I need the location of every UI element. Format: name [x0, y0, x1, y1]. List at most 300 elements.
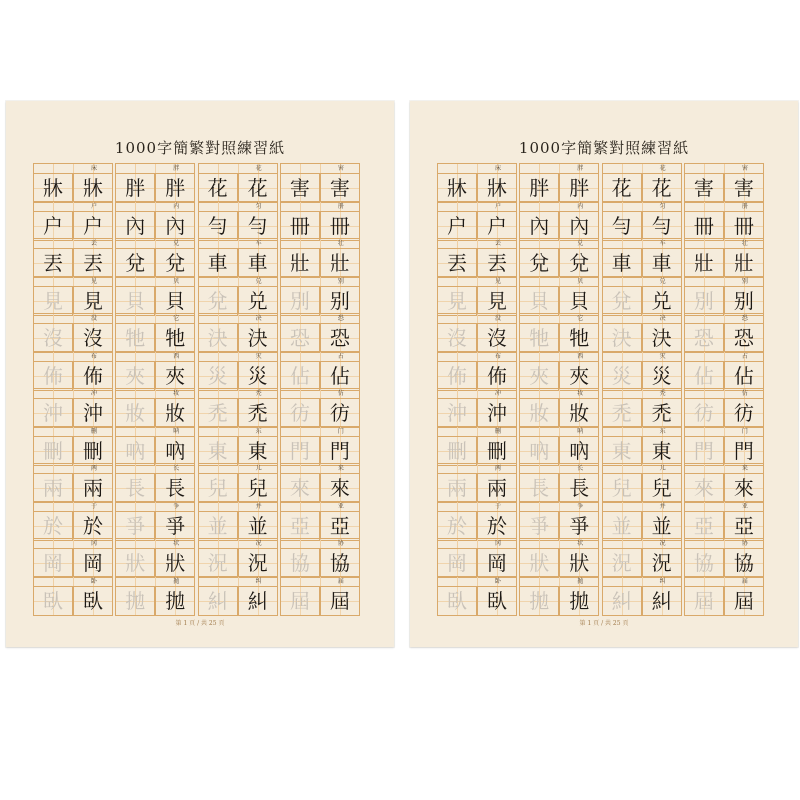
trace-box: [33, 361, 73, 391]
trace-box: [602, 361, 642, 391]
trace-character: 災: [207, 363, 228, 388]
character-pair: [684, 351, 764, 391]
character-pair: [519, 163, 599, 203]
trace-character: 門: [289, 438, 310, 463]
trace-box: [115, 586, 155, 616]
character-pair: [115, 501, 195, 541]
simplified-label: 纠: [659, 577, 666, 585]
model-box: [320, 511, 360, 541]
model-box: [320, 473, 360, 503]
character-pair: [437, 276, 517, 316]
trace-box: [602, 436, 642, 466]
simplified-label: 见: [90, 277, 97, 285]
simplified-label: 别: [741, 277, 748, 285]
trace-character: 東: [207, 438, 228, 463]
character-pair: [519, 426, 599, 466]
model-box: [155, 586, 195, 616]
practice-row: [33, 351, 360, 391]
practice-sheet-right: [410, 101, 798, 647]
simplified-label: 兑: [255, 277, 262, 285]
simplified-label: 见: [494, 277, 501, 285]
model-box: [642, 323, 682, 353]
trace-box: [115, 248, 155, 278]
character-pair: [280, 238, 360, 278]
trace-box: [198, 286, 238, 316]
trace-character: 兩: [43, 476, 63, 500]
simplified-label: 胖: [173, 165, 180, 172]
trace-box: [519, 361, 559, 391]
trace-box: [602, 511, 642, 541]
simplified-label: 儿: [255, 465, 262, 472]
character-pair: [280, 463, 360, 503]
traditional-character: 沖: [83, 401, 103, 425]
model-box: [155, 173, 195, 203]
simplified-label: 匀: [659, 202, 666, 210]
model-box: [73, 586, 113, 616]
character-pair: [115, 426, 195, 466]
trace-box: [519, 248, 559, 278]
simplified-label: 仿: [741, 390, 748, 397]
simplified-label: 壮: [741, 240, 748, 247]
trace-box: [437, 398, 477, 428]
trace-box: [198, 511, 238, 541]
traditional-character: 吶: [165, 438, 186, 463]
traditional-character: 花: [651, 176, 672, 200]
model-box: [73, 398, 113, 428]
traditional-character: 禿: [247, 401, 268, 425]
trace-box: [684, 323, 724, 353]
model-box: [642, 173, 682, 203]
traditional-character: 佈: [487, 363, 507, 388]
model-box: [73, 436, 113, 466]
traditional-character: 沒: [487, 326, 507, 350]
trace-character: 禿: [207, 401, 228, 425]
simplified-label: 亚: [741, 502, 748, 510]
character-pair: [33, 201, 113, 241]
trace-character: 牠: [529, 326, 550, 350]
trace-box: [33, 248, 73, 278]
model-box: [477, 398, 517, 428]
trace-character: 並: [207, 513, 228, 538]
practice-row: [437, 276, 764, 316]
trace-character: 見: [447, 288, 467, 313]
character-pair: [684, 276, 764, 316]
trace-character: 妝: [125, 401, 146, 425]
trace-box: [684, 511, 724, 541]
simplified-label: 车: [659, 240, 666, 247]
model-box: [724, 473, 764, 503]
character-pair: [684, 426, 764, 466]
traditional-character: 見: [83, 288, 103, 313]
simplified-label: 秃: [659, 390, 666, 397]
traditional-character: 冊: [733, 213, 754, 238]
simplified-label: 床: [494, 165, 501, 172]
traditional-character: 壯: [733, 251, 754, 275]
practice-row: [33, 163, 360, 203]
trace-character: 東: [611, 438, 632, 463]
character-pair: [280, 576, 360, 616]
trace-box: [198, 248, 238, 278]
traditional-character: 户: [83, 213, 103, 238]
simplified-label: 匀: [255, 202, 262, 210]
simplified-label: 争: [173, 502, 180, 510]
character-pair: [437, 238, 517, 278]
traditional-character: 牀: [487, 176, 507, 200]
practice-row: [437, 313, 764, 353]
traditional-character: 沖: [487, 401, 507, 425]
model-box: [724, 173, 764, 203]
character-pair: [437, 463, 517, 503]
trace-character: 壯: [693, 251, 714, 275]
trace-character: 吶: [125, 438, 146, 463]
simplified-label: 兑: [659, 277, 666, 285]
character-pair: [602, 163, 682, 203]
model-box: [155, 361, 195, 391]
model-box: [320, 436, 360, 466]
traditional-character: 胖: [569, 176, 590, 200]
practice-row: [437, 238, 764, 278]
character-pair: [519, 501, 599, 541]
trace-box: [437, 211, 477, 241]
traditional-character: 刪: [487, 438, 507, 463]
model-box: [642, 511, 682, 541]
practice-row: [437, 538, 764, 578]
practice-row: [33, 276, 360, 316]
model-box: [477, 286, 517, 316]
model-box: [559, 586, 599, 616]
simplified-label: 没: [90, 315, 97, 322]
character-pair: [684, 538, 764, 578]
trace-character: 決: [611, 326, 632, 350]
character-pair: [519, 201, 599, 241]
simplified-label: 没: [494, 315, 501, 322]
traditional-character: 亞: [329, 513, 350, 538]
simplified-label: 害: [337, 165, 344, 172]
traditional-character: 爭: [165, 513, 186, 538]
simplified-label: 胖: [577, 165, 584, 172]
trace-character: 屆: [289, 588, 310, 613]
model-box: [559, 286, 599, 316]
simplified-label: 于: [494, 502, 501, 510]
traditional-character: 災: [651, 363, 672, 388]
model-box: [477, 323, 517, 353]
simplified-label: 妆: [577, 390, 584, 397]
traditional-character: 禿: [651, 401, 672, 425]
simplified-label: 并: [659, 502, 666, 510]
character-pair: [280, 388, 360, 428]
trace-character: 亞: [693, 513, 714, 538]
character-pair: [519, 463, 599, 503]
model-box: [73, 286, 113, 316]
trace-character: 糾: [207, 588, 228, 613]
traditional-character: 東: [247, 438, 268, 463]
trace-box: [684, 473, 724, 503]
character-pair: [33, 238, 113, 278]
traditional-character: 别: [329, 288, 350, 313]
traditional-character: 丟: [83, 251, 103, 275]
character-pair: [198, 388, 278, 428]
simplified-label: 户: [90, 202, 97, 210]
character-pair: [519, 276, 599, 316]
character-pair: [198, 538, 278, 578]
traditional-character: 貝: [165, 288, 186, 313]
character-pair: [602, 351, 682, 391]
trace-character: 佔: [693, 363, 714, 388]
trace-character: 於: [43, 513, 63, 538]
traditional-character: 來: [733, 476, 754, 500]
trace-box: [115, 286, 155, 316]
simplified-label: 决: [255, 315, 262, 322]
traditional-character: 屆: [329, 588, 350, 613]
trace-box: [280, 211, 320, 241]
model-box: [724, 286, 764, 316]
traditional-character: 兩: [83, 476, 103, 500]
page-footer: 第 1 頁 / 共 25 頁: [579, 620, 629, 627]
simplified-label: 花: [255, 165, 262, 172]
trace-box: [684, 398, 724, 428]
practice-row: [437, 426, 764, 466]
character-pair: [602, 426, 682, 466]
trace-character: 岡: [43, 551, 63, 575]
simplified-label: 别: [337, 277, 344, 285]
trace-character: 丟: [447, 251, 467, 275]
model-box: [320, 548, 360, 578]
character-pair: [33, 313, 113, 353]
simplified-label: 害: [741, 165, 748, 172]
model-box: [155, 511, 195, 541]
trace-box: [33, 511, 73, 541]
character-pair: [33, 426, 113, 466]
simplified-label: 冈: [90, 540, 97, 547]
model-box: [73, 511, 113, 541]
trace-character: 況: [611, 551, 632, 575]
simplified-label: 壮: [337, 240, 344, 247]
simplified-label: 届: [337, 577, 344, 585]
simplified-label: 布: [494, 352, 501, 360]
model-box: [724, 361, 764, 391]
simplified-label: 丢: [90, 240, 97, 247]
trace-box: [519, 511, 559, 541]
traditional-character: 門: [733, 438, 754, 463]
trace-character: 兌: [529, 251, 550, 275]
model-box: [477, 586, 517, 616]
model-box: [73, 173, 113, 203]
traditional-character: 長: [165, 476, 186, 500]
trace-character: 佈: [447, 363, 467, 388]
simplified-label: 占: [337, 352, 344, 360]
trace-box: [115, 473, 155, 503]
trace-character: 拋: [125, 588, 146, 613]
trace-box: [280, 511, 320, 541]
trace-character: 況: [207, 551, 228, 575]
simplified-label: 灾: [659, 352, 666, 360]
simplified-label: 东: [255, 427, 262, 435]
trace-character: 彷: [289, 401, 310, 425]
character-pair: [33, 463, 113, 503]
character-pair: [33, 576, 113, 616]
trace-box: [602, 173, 642, 203]
trace-box: [280, 323, 320, 353]
character-pair: [280, 351, 360, 391]
simplified-label: 仿: [337, 390, 344, 397]
character-pair: [198, 238, 278, 278]
practice-row: [33, 201, 360, 241]
simplified-label: 贝: [173, 277, 180, 285]
character-pair: [115, 463, 195, 503]
traditional-character: 長: [569, 476, 590, 500]
character-pair: [437, 201, 517, 241]
trace-character: 牀: [43, 176, 63, 200]
trace-box: [519, 173, 559, 203]
sheet-title: 1000字簡繁對照練習紙: [518, 139, 690, 157]
trace-character: 別: [289, 288, 310, 313]
character-pair: [198, 163, 278, 203]
trace-box: [280, 361, 320, 391]
trace-box: [437, 548, 477, 578]
trace-character: 爭: [529, 513, 550, 538]
simplified-label: 状: [577, 540, 584, 547]
traditional-character: 丟: [487, 251, 507, 275]
traditional-character: 兑: [247, 288, 268, 313]
trace-character: 牀: [447, 176, 467, 200]
character-pair: [280, 501, 360, 541]
character-pair: [280, 426, 360, 466]
trace-character: 刪: [43, 438, 63, 463]
traditional-character: 決: [247, 326, 268, 350]
trace-box: [33, 211, 73, 241]
character-pair: [115, 351, 195, 391]
trace-box: [280, 248, 320, 278]
traditional-character: 狀: [165, 551, 186, 575]
simplified-label: 况: [659, 540, 666, 547]
trace-character: 爭: [125, 513, 146, 538]
trace-box: [684, 286, 724, 316]
simplified-label: 妆: [173, 390, 180, 397]
trace-character: 户: [447, 213, 467, 238]
trace-box: [198, 323, 238, 353]
model-box: [73, 361, 113, 391]
simplified-label: 卧: [90, 577, 97, 585]
traditional-character: 況: [247, 551, 268, 575]
character-pair: [602, 276, 682, 316]
trace-box: [198, 473, 238, 503]
traditional-character: 糾: [247, 588, 268, 613]
practice-row: [437, 201, 764, 241]
practice-row: [437, 163, 764, 203]
simplified-label: 灾: [255, 352, 262, 360]
character-pair: [519, 351, 599, 391]
trace-character: 沒: [447, 326, 467, 350]
model-box: [477, 511, 517, 541]
trace-character: 害: [289, 176, 310, 200]
traditional-character: 妝: [569, 401, 590, 425]
model-box: [477, 361, 517, 391]
trace-character: 協: [693, 551, 714, 575]
model-box: [238, 361, 278, 391]
trace-box: [437, 511, 477, 541]
simplified-label: 贝: [577, 277, 584, 285]
model-box: [320, 173, 360, 203]
trace-character: 來: [693, 476, 714, 500]
trace-character: 夾: [529, 363, 550, 388]
model-box: [238, 586, 278, 616]
trace-box: [33, 548, 73, 578]
simplified-label: 恐: [741, 315, 748, 322]
trace-character: 並: [611, 513, 632, 538]
traditional-character: 勻: [651, 213, 672, 238]
model-box: [559, 173, 599, 203]
trace-character: 長: [125, 476, 146, 500]
model-box: [238, 473, 278, 503]
simplified-label: 册: [337, 202, 344, 210]
trace-character: 恐: [289, 326, 310, 350]
model-box: [724, 211, 764, 241]
traditional-character: 彷: [733, 401, 754, 425]
simplified-label: 它: [577, 315, 584, 322]
practice-sheet-left: [6, 101, 394, 647]
simplified-label: 丢: [494, 240, 501, 247]
trace-character: 拋: [529, 588, 550, 613]
traditional-character: 牠: [569, 326, 590, 350]
traditional-character: 災: [247, 363, 268, 388]
model-box: [559, 248, 599, 278]
character-pair: [602, 388, 682, 428]
trace-character: 户: [43, 213, 63, 238]
trace-box: [437, 173, 477, 203]
trace-character: 屆: [693, 588, 714, 613]
simplified-label: 冲: [90, 390, 97, 397]
traditional-character: 佔: [733, 363, 754, 388]
trace-box: [437, 248, 477, 278]
trace-box: [437, 436, 477, 466]
model-box: [155, 248, 195, 278]
trace-box: [684, 248, 724, 278]
trace-box: [115, 323, 155, 353]
simplified-label: 决: [659, 315, 666, 322]
model-box: [559, 473, 599, 503]
trace-character: 吶: [529, 438, 550, 463]
model-box: [238, 173, 278, 203]
character-pair: [33, 276, 113, 316]
character-pair: [437, 426, 517, 466]
traditional-character: 彷: [329, 401, 350, 425]
page-footer: 第 1 頁 / 共 25 頁: [175, 620, 225, 627]
traditional-character: 别: [733, 288, 754, 313]
traditional-character: 户: [487, 213, 507, 238]
model-box: [320, 323, 360, 353]
model-box: [155, 211, 195, 241]
simplified-label: 来: [741, 465, 748, 472]
trace-box: [115, 548, 155, 578]
trace-box: [115, 211, 155, 241]
character-pair: [115, 388, 195, 428]
character-pair: [519, 313, 599, 353]
character-pair: [280, 538, 360, 578]
practice-row: [33, 463, 360, 503]
trace-character: 丟: [43, 251, 63, 275]
traditional-character: 胖: [165, 176, 186, 200]
character-pair: [602, 463, 682, 503]
trace-character: 胖: [529, 176, 550, 200]
character-pair: [519, 388, 599, 428]
character-pair: [602, 538, 682, 578]
model-box: [155, 436, 195, 466]
simplified-label: 恐: [337, 315, 344, 322]
practice-row: [437, 388, 764, 428]
trace-box: [33, 586, 73, 616]
practice-row: [437, 463, 764, 503]
trace-box: [33, 286, 73, 316]
